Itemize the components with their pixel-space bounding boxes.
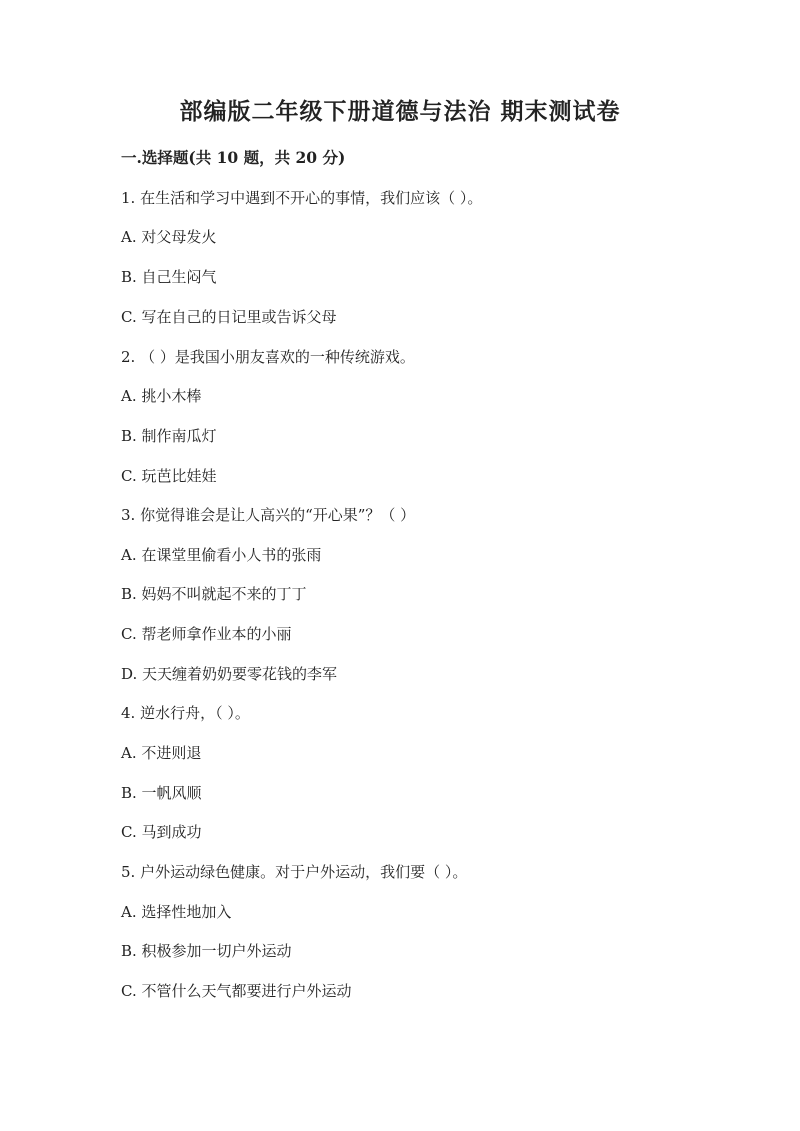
question-1-option-c: C. 写在自己的日记里或告诉父母: [121, 308, 337, 326]
question-4-option-b: B. 一帆风顺: [121, 784, 202, 802]
question-3-option-d: D. 天天缠着奶奶要零花钱的李军: [121, 665, 338, 683]
question-5-option-a: A. 选择性地加入: [121, 903, 232, 921]
question-4-stem: 4. 逆水行舟，（ ）。: [121, 704, 250, 722]
question-2-option-a: A. 挑小木棒: [121, 387, 202, 405]
question-4-option-a: A. 不进则退: [121, 744, 202, 762]
question-2-option-b: B. 制作南瓜灯: [121, 427, 217, 445]
question-1-option-b: B. 自己生闷气: [121, 268, 217, 286]
page-title: 部编版二年级下册道德与法治 期末测试卷: [179, 98, 621, 125]
question-1-stem: 1. 在生活和学习中遇到不开心的事情，我们应该（ ）。: [121, 189, 483, 207]
question-3-option-a: A. 在课堂里偷看小人书的张雨: [121, 546, 322, 564]
question-2-stem: 2. （ ）是我国小朋友喜欢的一种传统游戏。: [121, 348, 415, 366]
question-2-option-c: C. 玩芭比娃娃: [121, 467, 217, 485]
section-heading: 一.选择题(共 10 题，共 20 分): [121, 148, 346, 167]
question-1-option-a: A. 对父母发火: [121, 228, 217, 246]
question-3-stem: 3. 你觉得谁会是让人高兴的“开心果”？（ ）: [121, 506, 416, 524]
question-3-option-c: C. 帮老师拿作业本的小丽: [121, 625, 292, 643]
question-4-option-c: C. 马到成功: [121, 823, 202, 841]
question-5-stem: 5. 户外运动绿色健康。对于户外运动，我们要（ ）。: [121, 863, 468, 881]
question-5-option-c: C. 不管什么天气都要进行户外运动: [121, 982, 352, 1000]
question-5-option-b: B. 积极参加一切户外运动: [121, 942, 292, 960]
question-3-option-b: B. 妈妈不叫就起不来的丁丁: [121, 585, 307, 603]
